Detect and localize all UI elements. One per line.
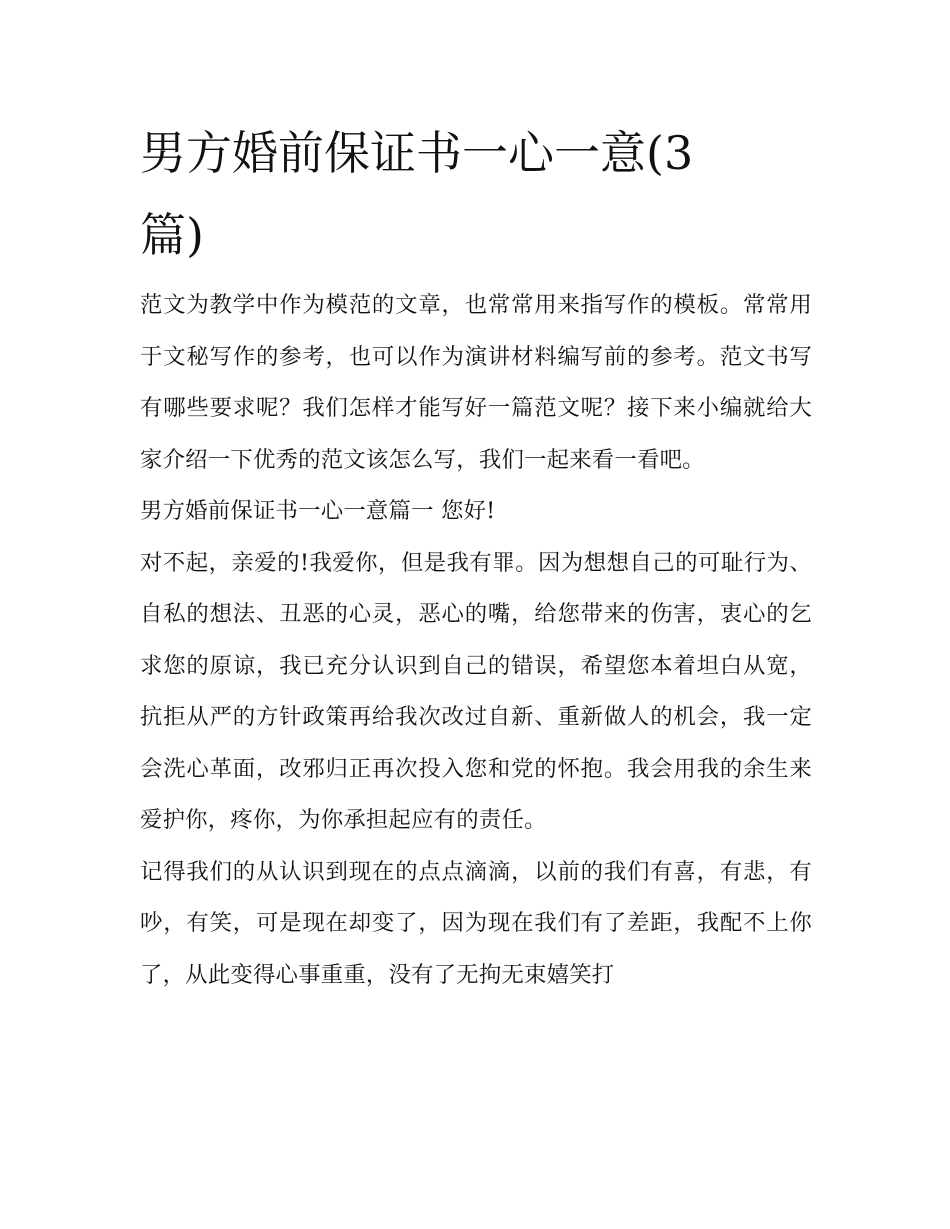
document-title — [140, 112, 780, 276]
intro-paragraph: 范文为教学中作为模范的文章，也常常用来指写作的模板。常常用于文秘写作的参考，也可以作为演讲材料编写前的参考。范文书写有哪些要求呢？我们怎样才能写好一篇范文呢？接下来小编就给大家介绍一下优秀的范文该怎么写，我们一起来看一看吧。 — [140, 292, 812, 473]
title-line-2: 篇) — [140, 208, 204, 262]
section-heading-paragraph: 男方婚前保证书一心一意篇一 您好! — [140, 498, 496, 524]
title-line-1: 男方婚前保证书一心一意(3 — [140, 126, 694, 180]
document-body — [140, 280, 812, 1001]
apology-paragraph: 对不起，亲爱的!我爱你，但是我有罪。因为想想自己的可耻行为、自私的想法、丑恶的心灵，恶心的嘴，给您带来的伤害，衷心的乞求您的原谅，我已充分认识到自己的错误，希望您本着坦白从宽，抗拒从严的方针政策再给我次改过自新、重新做人的机会，我一定会洗心革面，改邪归正再次投入您和党的怀抱。我会用我的余生来爱护你，疼你，为你承担起应有的责任。 — [140, 549, 812, 833]
memory-paragraph: 记得我们的从认识到现在的点点滴滴，以前的我们有喜，有悲，有吵，有笑，可是现在却变了，因为现在我们有了差距，我配不上你了，从此变得心事重重，没有了无拘无束嬉笑打 — [140, 858, 812, 988]
